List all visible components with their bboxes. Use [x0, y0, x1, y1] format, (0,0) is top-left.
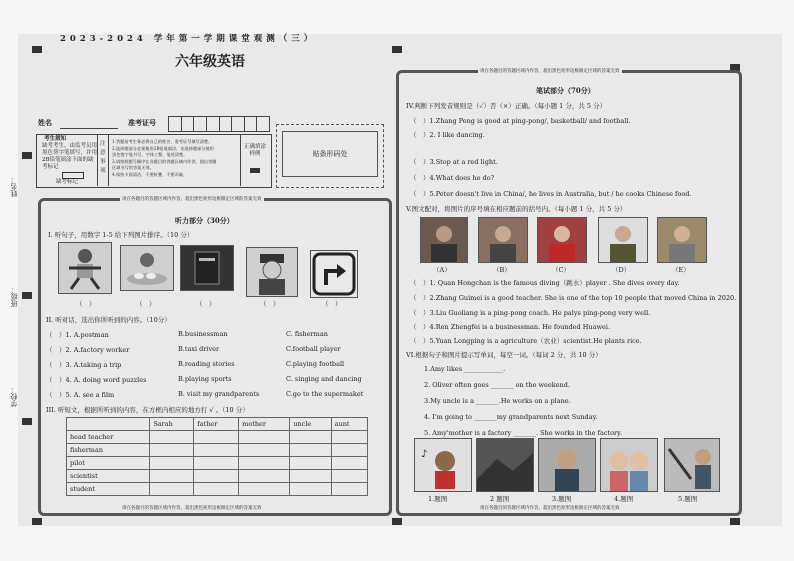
registration-mark — [22, 292, 32, 299]
listening-heading: 听力部分（30分） — [175, 216, 234, 225]
border-note: 请在各题目的答题区域内作答，超出黑色矩形边框限定区域的答案无效 — [122, 197, 262, 202]
q1-blank[interactable]: （ ） — [196, 300, 216, 308]
check-cell[interactable] — [150, 457, 194, 470]
photo-label: （B） — [493, 266, 511, 274]
picture-turn-right — [310, 250, 358, 298]
absent-mark-box[interactable] — [62, 172, 84, 179]
q3-table — [66, 417, 368, 496]
sample-label: 正确填涂样例 — [244, 144, 267, 157]
check-cell[interactable] — [331, 444, 367, 457]
photo-a — [420, 217, 468, 263]
registration-mark — [22, 418, 32, 425]
check-cell[interactable] — [239, 431, 290, 444]
check-cell[interactable] — [239, 470, 290, 483]
exam-no-label: 准考证号 — [128, 118, 156, 127]
q1-blank[interactable]: （ ） — [260, 300, 280, 308]
hint-label: 1.题图 — [428, 495, 448, 503]
q2-option-b[interactable]: B.playing sports — [178, 375, 232, 383]
registration-mark — [32, 46, 42, 53]
attention-label: 注意事项 — [100, 141, 106, 174]
row-label: student — [67, 483, 150, 496]
border-note: 请在各题目的答题区域内作答，超出黑色矩形边框限定区域的答案无效 — [480, 69, 620, 74]
check-cell[interactable] — [331, 483, 367, 496]
music-girl-icon — [415, 439, 471, 491]
hint-picture-1 — [414, 438, 472, 492]
check-cell[interactable] — [331, 470, 367, 483]
q5-item[interactable]: （ ）4.Ren Zhengfei is a businessman. He founded Huawei. — [410, 323, 611, 331]
q6-item[interactable]: 5. Amy'mother is a factory _______. She works in the factory. — [424, 429, 623, 437]
q2-option-b[interactable]: B.businessman — [178, 330, 228, 338]
registration-mark — [32, 518, 42, 525]
barcode-area — [282, 131, 378, 177]
name-input-line[interactable] — [60, 128, 118, 129]
registration-mark — [392, 46, 402, 53]
row-label: pilot — [67, 457, 150, 470]
side-name-label: 姓名： — [10, 176, 18, 197]
hint-label: 5.题图 — [678, 495, 698, 503]
registration-mark — [22, 152, 32, 159]
picture-dumplings — [120, 245, 174, 291]
q4-item[interactable]: （ ）4.What does he do? — [410, 174, 495, 182]
hint-picture-5 — [664, 438, 720, 492]
table-header: mother — [239, 418, 290, 431]
turn-right-icon — [311, 251, 357, 297]
table-header: father — [194, 418, 239, 431]
check-cell[interactable] — [194, 444, 239, 457]
q2-option-c[interactable]: C.football player — [286, 345, 341, 353]
picture-dictionary — [180, 245, 234, 291]
check-cell[interactable] — [239, 444, 290, 457]
person-photo-icon — [658, 218, 706, 262]
notice-line: 黑色签字笔填写，并用 — [42, 150, 98, 156]
photo-label: （C） — [552, 266, 570, 274]
row-label: fisherman — [67, 444, 150, 457]
kungfu-icon — [59, 243, 111, 293]
q6-item[interactable]: 3.My uncle is a _______.He works on a plane. — [424, 397, 571, 405]
q2-option-a[interactable]: （ ）1. A.postman — [46, 331, 109, 339]
check-cell[interactable] — [290, 483, 331, 496]
q2-option-c[interactable]: C. fisherman — [286, 330, 328, 338]
barcode-label: 贴条形码处 — [312, 150, 348, 158]
q2-option-c[interactable]: C.go to the supermaket — [286, 390, 364, 398]
notice-line: 考标记 — [42, 164, 59, 170]
check-cell[interactable] — [150, 470, 194, 483]
pilot-icon — [539, 439, 595, 491]
check-cell[interactable] — [194, 483, 239, 496]
factory-worker-icon — [665, 439, 719, 491]
q2-option-b[interactable]: B.taxi driver — [178, 345, 220, 353]
exam-title: 2023-2024 学年第一学期课堂观测（三） — [60, 34, 317, 44]
photo-e — [657, 217, 707, 263]
picture-police — [246, 247, 298, 297]
hint-label: 3.题图 — [552, 495, 572, 503]
exam-no-boxes[interactable] — [168, 116, 270, 132]
table-header: uncle — [290, 418, 331, 431]
q1-blank[interactable]: （ ） — [76, 300, 96, 308]
hint-picture-4 — [600, 438, 658, 492]
person-photo-icon — [479, 218, 527, 262]
attention-lines: 1.答题前考生务必将自己的姓名、准考证号填写清楚。 2.选择题部分必须使用2B铅笔填涂，非选择题部分使用 黑色签字笔书写，字体工整、笔迹清楚。 3.请按照题号顺序在各题目的答题区域内作答，超出答题 区域书写的答案无效。 4.保持卡面清洁，不要折叠、不要弄破。 — [112, 139, 217, 177]
check-cell[interactable] — [194, 457, 239, 470]
check-cell[interactable] — [239, 483, 290, 496]
photo-label: （D） — [612, 266, 631, 274]
police-icon — [247, 248, 297, 296]
check-cell[interactable] — [290, 470, 331, 483]
table-row — [67, 483, 368, 496]
check-cell[interactable] — [194, 470, 239, 483]
q2-instruction: II. 听对话，选出你所听到的内容。（10分） — [46, 316, 171, 324]
check-cell[interactable] — [290, 444, 331, 457]
photo-label: （A） — [433, 266, 451, 274]
dumplings-icon — [121, 246, 173, 290]
picture-kungfu — [58, 242, 112, 294]
q2-option-c[interactable]: C.playing football — [286, 360, 345, 368]
q2-option-a[interactable]: （ ）4. A. doing word puzzles — [46, 376, 147, 384]
divider — [97, 134, 98, 186]
name-label: 姓名 — [38, 118, 52, 127]
hint-label: 4.题图 — [614, 495, 634, 503]
q2-option-b[interactable]: B.reading stories — [178, 360, 235, 368]
absent-label: 缺考标记 — [56, 179, 79, 185]
divider — [108, 134, 109, 186]
q1-instruction: I. 听句子，用数字 1-5 给下列图片排序。（10 分） — [48, 231, 194, 239]
table-header: aunt — [331, 418, 367, 431]
q2-option-a[interactable]: （ ）5. A. see a film — [46, 391, 115, 399]
q4-item[interactable]: （ ）1.Zhang Peng is good at ping-pong/, basketball/ and football. — [410, 117, 631, 125]
check-cell[interactable] — [150, 483, 194, 496]
q5-item[interactable]: （ ）3.Liu Guoliang is a ping-pong coach. He palys ping-pong very well. — [410, 309, 651, 317]
check-cell[interactable] — [290, 457, 331, 470]
border-note: 请在各题目的答题区域内作答，超出黑色矩形边框限定区域的答案无效 — [122, 506, 262, 511]
hint-picture-2 — [476, 438, 534, 492]
side-school-label: 学校： — [10, 386, 18, 407]
photo-b — [478, 217, 528, 263]
q4-item[interactable]: （ ）3.Stop at a red light. — [410, 158, 498, 166]
notice-line: 缺考考生，由监考员用 — [42, 143, 98, 149]
q4-instruction: IV.判断下列发音规则是（✓）否（×）正确。（每小题 1 分，共 5 分） — [406, 102, 607, 110]
check-cell[interactable] — [290, 431, 331, 444]
photo-c — [537, 217, 587, 263]
registration-mark — [730, 518, 740, 525]
q1-blank[interactable]: （ ） — [136, 300, 156, 308]
q5-item[interactable]: （ ）2.Zhang Guimei is a good teacher. She is one of the top 10 people that moved China in 2020. — [410, 294, 737, 302]
svg-text:♪: ♪ — [421, 449, 428, 460]
book-icon — [181, 246, 233, 290]
registration-mark — [392, 518, 402, 525]
photo-d — [598, 217, 648, 263]
q5-item[interactable]: （ ）5.Yuan Longping is a agriculture（农业）scientist.He plants rice. — [410, 337, 642, 345]
border-note: 请在各题目的答题区域内作答，超出黑色矩形边框限定区域的答案无效 — [480, 506, 620, 511]
check-cell[interactable] — [150, 444, 194, 457]
q6-item[interactable]: 4. I'm going to _______my grandparents next Sunday. — [424, 413, 598, 421]
q3-instruction: III. 听短文，根据所听到的内容，在方框内相应的地方打 √ 。（10 分） — [46, 406, 249, 414]
q4-item[interactable]: （ ）5.Peter doesn't live in China/, he lives in Australia, but / he cooks Chinese food. — [410, 190, 692, 198]
person-photo-icon — [538, 218, 586, 262]
table-row — [67, 457, 368, 470]
notice-title: 考生须知 — [44, 136, 67, 142]
q2-option-b[interactable]: B. visit my grandparents — [178, 390, 260, 398]
divider — [240, 134, 241, 186]
q4-item[interactable]: （ ）2. I like dancing. — [410, 131, 485, 139]
subject-title: 六年级英语 — [175, 54, 245, 70]
check-cell[interactable] — [194, 431, 239, 444]
table-header-row — [67, 418, 368, 431]
q5-item[interactable]: （ ）1. Quan Hongchan is the famous diving（跳水）player . She dives every day. — [410, 279, 680, 287]
check-cell[interactable] — [150, 431, 194, 444]
photo-label: （E） — [672, 266, 690, 274]
writing-heading: 笔试部分（70分） — [536, 86, 595, 95]
table-row — [67, 470, 368, 483]
person-photo-icon — [421, 218, 467, 262]
grandparents-icon — [601, 439, 657, 491]
table-row — [67, 431, 368, 444]
q1-blank[interactable]: （ ） — [322, 300, 342, 308]
q2-option-c[interactable]: C. singing and dancing — [286, 375, 362, 383]
q5-instruction: V.图文配对，将图片的序号填在相应题前的括号内。（每小题 1 分，共 5 分） — [406, 205, 627, 213]
hint-picture-3 — [538, 438, 596, 492]
notice-line: 2B铅笔填涂下面的缺 — [42, 157, 94, 163]
sample-fill — [250, 168, 260, 173]
check-cell[interactable] — [331, 431, 367, 444]
side-class-label: 班级： — [10, 286, 18, 307]
table-row — [67, 444, 368, 457]
q6-item[interactable]: 2. Oliver often goes _______ on the weekend. — [424, 381, 570, 389]
hint-label: 2 题图 — [490, 495, 510, 503]
q6-instruction: VI.根据句子和图片提示写单词，每空一词。（每词 2 分，共 10 分） — [406, 351, 602, 359]
row-label: scientist — [67, 470, 150, 483]
q2-option-a[interactable]: （ ）2. A.factory worker — [46, 346, 130, 354]
row-label: head teacher — [67, 431, 150, 444]
q6-item[interactable]: 1.Amy likes ____________. — [424, 365, 506, 373]
check-cell[interactable] — [239, 457, 290, 470]
hiking-icon — [477, 439, 533, 491]
q2-option-a[interactable]: （ ）3. A.taking a trip — [46, 361, 122, 369]
table-header — [67, 418, 150, 431]
check-cell[interactable] — [331, 457, 367, 470]
person-photo-icon — [599, 218, 647, 262]
table-header: Sarah — [150, 418, 194, 431]
